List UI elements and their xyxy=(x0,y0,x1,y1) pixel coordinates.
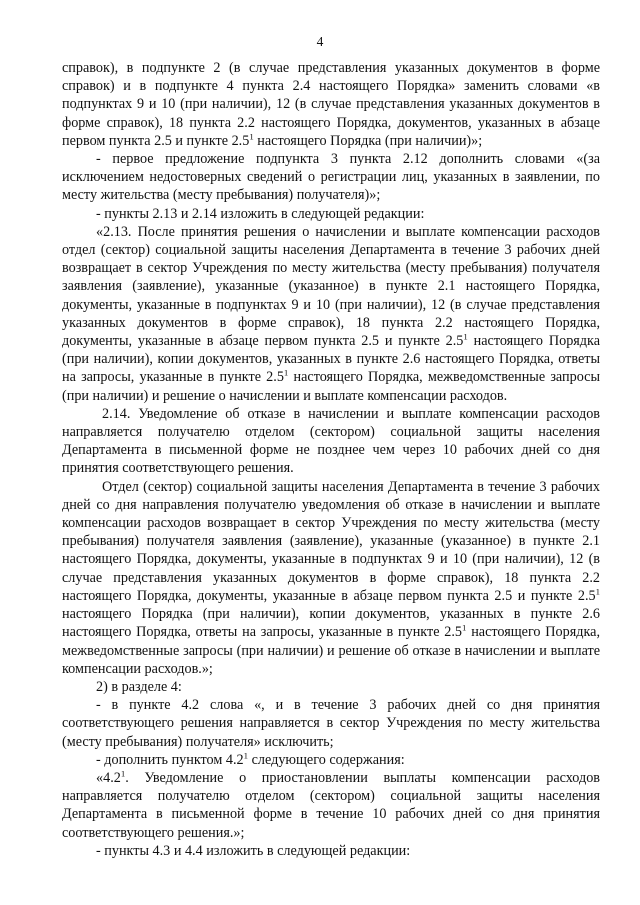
paragraph-text: настоящего Порядка, межведомственные запросы (при наличии) и решение о начислении и выплате компенсации расходов. xyxy=(62,369,600,404)
paragraph xyxy=(62,751,600,769)
superscript: 1 xyxy=(120,768,126,779)
paragraph-text: Отдел (сектор) социальной защиты населения Департамента в течение 3 рабочих дней со дня направления получателю уведомления об отказе в начислении и выплате компенсации расходов возвращает в сектор Учреждения по месту жительства (месту пребывания) получателя заявления (заявление), указанные (указанное) в пункте 2.1 настоящего Порядка, документы, указанные в подпунктах 9 и 10 (при наличии), 12 (в случае представления указанных документов в форме справок), 18 пункта 2.2 настоящего Порядка, документы, указанные в абзаце первом пункта 2.5 и пункте 2.5 xyxy=(62,478,600,604)
superscript: 1 xyxy=(283,367,289,378)
paragraph-text: 2) в разделе 4: xyxy=(96,678,182,695)
paragraph-text: - пункты 2.13 и 2.14 изложить в следующей редакции: xyxy=(96,205,425,222)
paragraph-text: - пункты 4.3 и 4.4 изложить в следующей редакции: xyxy=(96,842,411,859)
paragraph-text: «4.2 xyxy=(96,769,121,786)
paragraph-text: настоящего Порядка (при наличии), копии документов, указанных в пункте 2.6 настоящего Порядка, ответы на запросы, указанные в пункте 2.5 xyxy=(62,606,600,641)
paragraph-text: . Уведомление о приостановлении выплаты компенсации расходов направляется получателю отделом (сектором) социальной защиты населения Департамента в письменной форме в течение 10 рабочих дней со дня принятия соответствующего решения.»; xyxy=(62,769,600,841)
paragraph-text: настоящего Порядка (при наличии)»; xyxy=(253,132,483,149)
document-body xyxy=(62,59,600,860)
paragraph xyxy=(62,150,600,205)
superscript: 1 xyxy=(595,586,600,597)
paragraph xyxy=(62,205,600,223)
paragraph-text: настоящего Порядка (при наличии), копии документов, указанных в пункте 2.6 настоящего Порядка, ответы на запросы, указанные в пункте 2.5 xyxy=(62,333,601,386)
superscript: 1 xyxy=(249,131,254,142)
paragraph-text: - дополнить пунктом 4.2 xyxy=(96,751,244,768)
paragraph xyxy=(62,769,600,842)
paragraph-text: «2.13. После принятия решения о начислении и выплате компенсации расходов отдел (сектор) социальной защиты населения Департамента в течение 3 рабочих дней возвращает в сектор Учреждения по месту жительства (месту пребывания) получателя заявления (заявление), указанные (указанное) в пункте 2.1 настоящего Порядка, документы, указанные в подпунктах 9 и 10 (при наличии), 12 (в случае представления указанных документов в форме справок), 18 пункта 2.2 настоящего Порядка, документы, указанные в абзаце первом пункта 2.5 и пункте 2.5 xyxy=(62,223,600,350)
paragraph-text: настоящего Порядка, межведомственные запросы (при наличии) и решение об отказе в начислении и выплате компенсации расходов.»; xyxy=(62,624,601,677)
paragraph xyxy=(62,59,600,150)
paragraph xyxy=(62,842,600,860)
superscript: 1 xyxy=(462,622,467,633)
page-number: 4 xyxy=(316,34,324,49)
paragraph-text: - в пункте 4.2 слова «, и в течение 3 рабочих дней со дня принятия соответствующего решения направляется в сектор Учреждения по месту жительства (месту пребывания) получателя» исключить; xyxy=(62,697,600,750)
superscript: 1 xyxy=(463,331,468,342)
paragraph xyxy=(62,405,600,478)
paragraph-text: справок), в подпункте 2 (в случае представления указанных документов в форме справок) и в подпункте 4 пункта 2.4 настоящего Порядка» заменить словами «в подпунктах 9 и 10 (при наличии), 12 (в случае представления указанных документов в форме справок), 18 пункта 2.2 настоящего Порядка, документов, указанных в абзаце первом пункта 2.5 и пункте 2.5 xyxy=(62,60,600,149)
paragraph-text: 2.14. Уведомление об отказе в начислении и выплате компенсации расходов направляется получателю отделом (сектором) социальной защиты населения Департамента в письменной форме не позднее чем через 10 рабочих дней со дня принятия соответствующего решения. xyxy=(62,405,600,477)
paragraph xyxy=(62,478,600,678)
paragraph xyxy=(62,696,600,751)
paragraph xyxy=(62,678,600,696)
paragraph-text: - первое предложение подпункта 3 пункта 2.12 дополнить словами «(за исключением недостоверных сведений о регистрации лиц, указанных в заявлении, по месту жительства (месту пребывания) получателя)»; xyxy=(62,151,600,204)
paragraph-text: следующего содержания: xyxy=(248,751,405,768)
superscript: 1 xyxy=(243,749,249,760)
paragraph xyxy=(62,223,600,405)
